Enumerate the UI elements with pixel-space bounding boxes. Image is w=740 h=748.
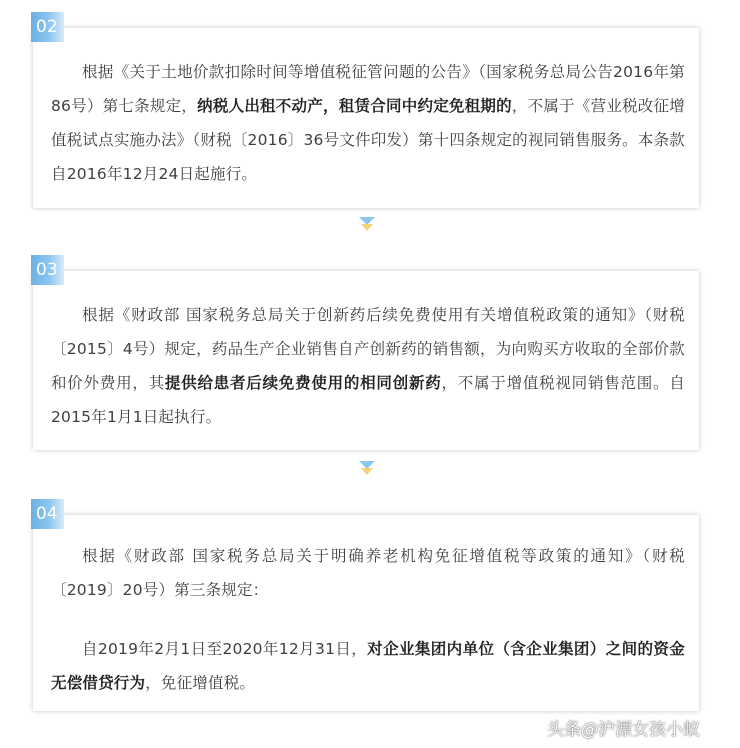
emphasis-text: 纳税人出租不动产，租赁合同中约定免租期的 [197, 97, 512, 115]
body-text: 根据《财政部 国家税务总局关于明确养老机构免征增值税等政策的通知》（财税〔2019〕20号）第三条规定： [51, 547, 685, 599]
chevron-down-icon [357, 214, 377, 234]
section-paragraph [51, 55, 685, 191]
section-paragraph [51, 298, 685, 434]
emphasis-text: 对企业集团内单位（含企业集团）之间的资金无偿借贷行为 [51, 640, 685, 692]
watermark-prefix: 头条 [547, 720, 581, 740]
body-text: ，免征增值税。 [145, 674, 256, 692]
section-card-04 [33, 504, 699, 711]
section-card-03 [33, 260, 699, 450]
body-text: ，不属于增值税视同销售范围。自2015年1月1日起执行。 [51, 374, 686, 426]
watermark [547, 715, 700, 740]
section-number-badge: 04 [31, 499, 64, 529]
emphasis-text: 提供给患者后续免费使用的相同创新药 [164, 374, 442, 392]
section-paragraph [51, 539, 685, 607]
body-text: 根据《财政部 国家税务总局关于创新药后续免费使用有关增值税政策的通知》（财税〔2015〕4号）规定，药品生产企业销售自产创新药的销售额，为向购买方收取的全部价款和价外费用，其 [51, 306, 685, 392]
watermark-at: @ [581, 720, 598, 740]
body-text: 根据《关于土地价款扣除时间等增值税征管问题的公告》（国家税务总局公告2016年第86号）第七条规定， [51, 63, 685, 115]
body-text: 自2019年2月1日至2020年12月31日， [82, 640, 368, 658]
section-number-badge: 03 [31, 255, 64, 285]
body-text: ，不属于《营业税改征增值税试点实施办法》（财税〔2016〕36号文件印发）第十四条规定的视同销售服务。本条款自2016年12月24日起施行。 [51, 97, 685, 183]
section-card-02 [33, 17, 699, 208]
chevron-down-icon [357, 458, 377, 478]
section-paragraph [51, 632, 685, 700]
watermark-author: 沪漂女孩小蚁 [598, 720, 700, 740]
section-number-badge: 02 [31, 12, 64, 42]
